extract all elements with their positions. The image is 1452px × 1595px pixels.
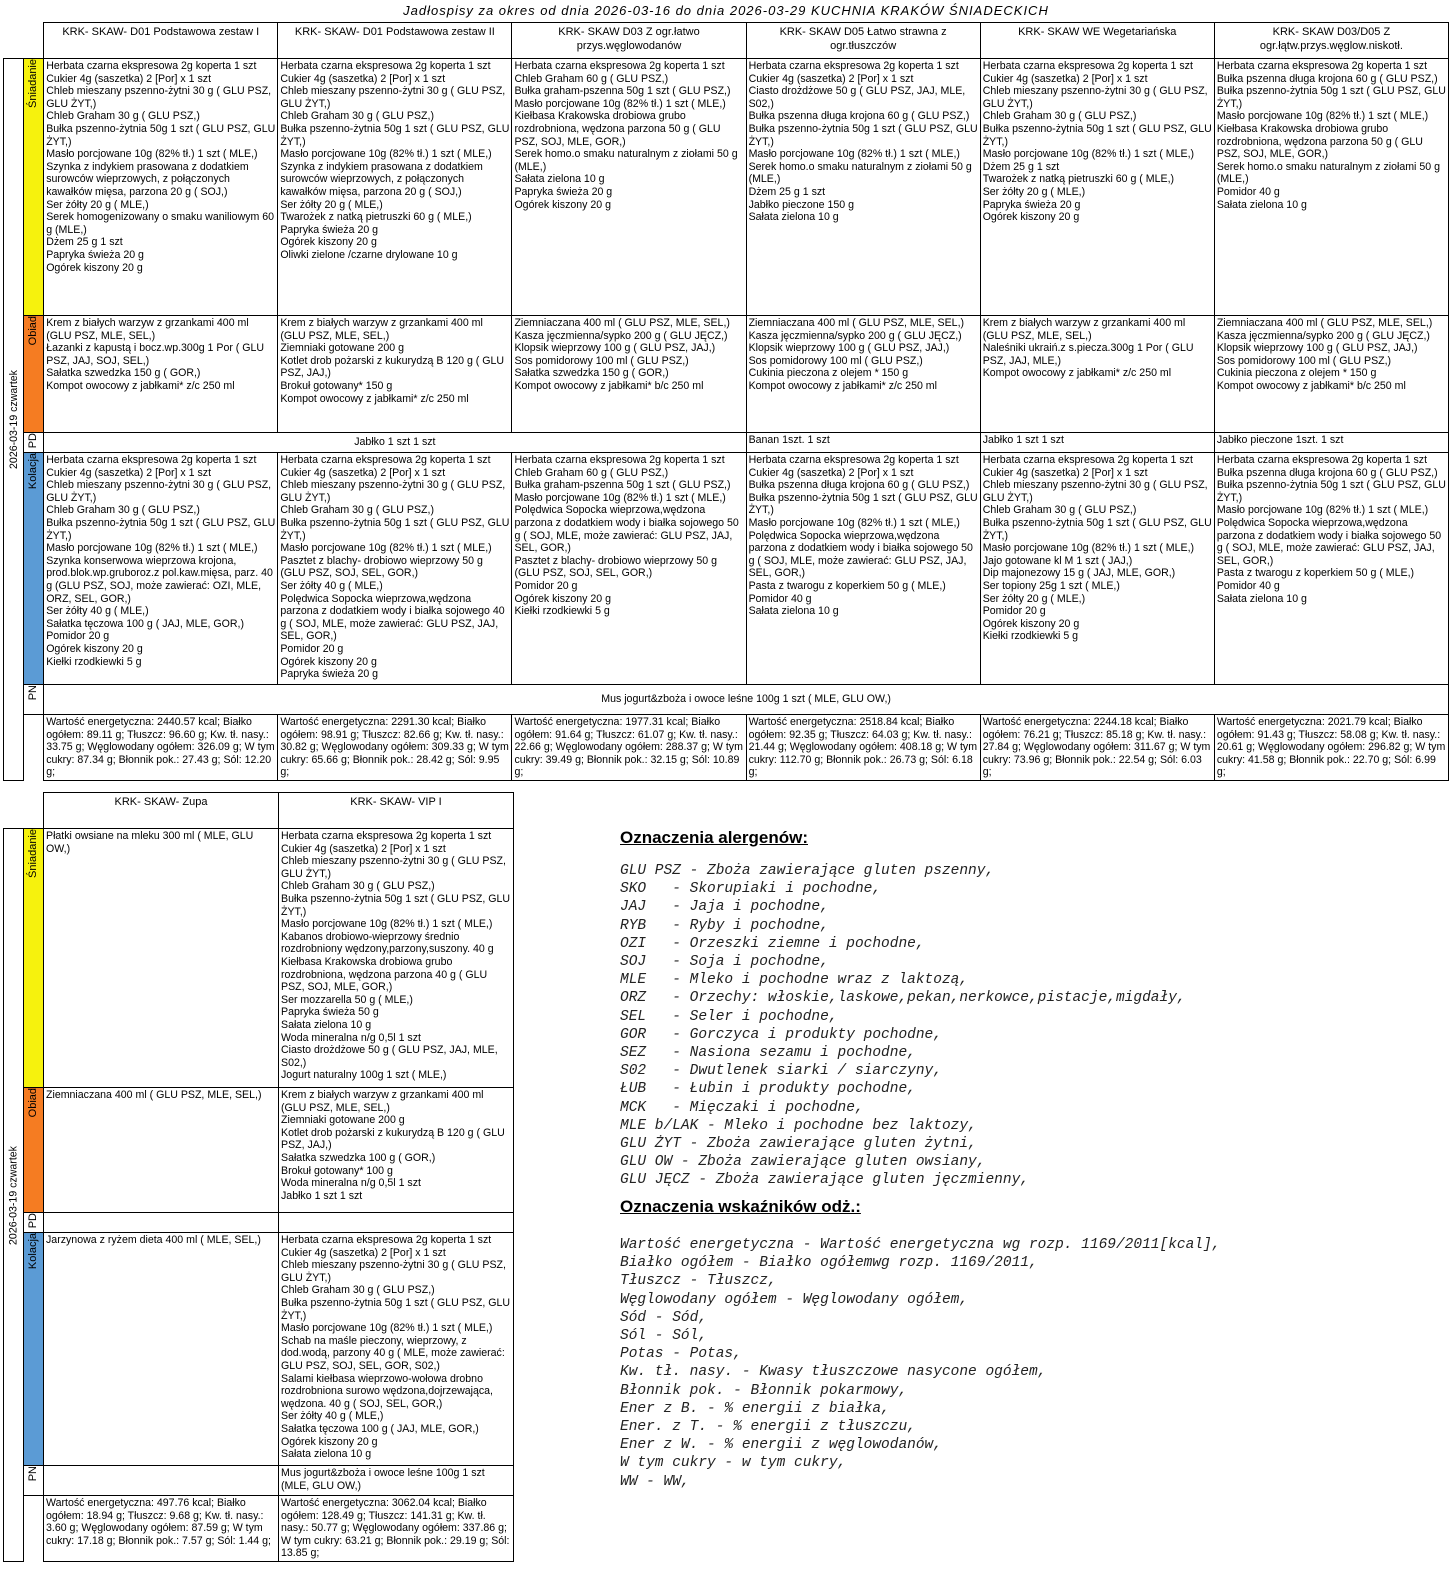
menu-item: Masło porcjowane 10g (82% tł.) 1 szt ( MLE,) — [748, 148, 960, 161]
menu-item: Brokuł gotowany* 100 g — [281, 1164, 393, 1177]
menu-item: Bułka pszenno-żytnia 50g 1 szt ( GLU PSZ, GLU ŻYT,) — [748, 491, 978, 517]
legend-line: Tłuszcz - Tłuszcz, — [620, 1273, 777, 1290]
menu-item: Sałata zielona 10 g — [748, 605, 839, 618]
menu-item: Polędwica Sopocka wieprzowa,wędzona parzona z dodatkiem wody i białka sojowego 50 g ( SOJ, MLE, może zawierać: GLU PSZ, JAJ, SEL, GOR,) — [1216, 516, 1442, 567]
legend-line: Ener z B. - % energii z białka, — [620, 1400, 890, 1417]
sniadanie-cell — [279, 829, 514, 1088]
legend-line: Ener z W. - % energii z węglowodanów, — [620, 1437, 942, 1454]
menu-item: Herbata czarna ekspresowa 2g koperta 1 szt — [982, 60, 1193, 72]
kolacja-cell — [279, 1233, 514, 1466]
menu-item: Pomidor 40 g — [748, 592, 812, 605]
menu-item: Ogórek kiszony 20 g — [514, 592, 612, 605]
menu-item: Masło porcjowane 10g (82% tł.) 1 szt ( MLE,) — [514, 97, 726, 110]
menu-item: Ogórek kiszony 20 g — [46, 642, 143, 655]
menu-item: Herbata czarna ekspresowa 2g koperta 1 szt — [281, 1234, 492, 1246]
menu-item: Masło porcjowane 10g (82% tł.) 1 szt ( MLE,) — [46, 542, 258, 555]
menu-item: Sałatka tęczowa 100 g ( JAJ, MLE, GOR,) — [281, 1422, 479, 1435]
menu-item: Kompot owocowy z jabłkami* b/c 250 ml — [1216, 379, 1406, 392]
legend-line: Kw. tł. nasy. - Kwasy tłuszczowe nasycone ogółem, — [620, 1364, 1047, 1381]
diet-header: KRK- SKAW- Zupa — [44, 793, 279, 829]
date-label: 2026-03-19 czwartek — [4, 59, 24, 781]
page-title: Jadłospisy za okres od dnia 2026-03-16 do dnia 2026-03-29 KUCHNIA KRAKÓW ŚNIADECKICH — [403, 3, 1049, 18]
menu-item: Krem z białych warzyw z grzankami 400 ml (GLU PSZ, MLE, SEL,) — [280, 317, 483, 342]
legend-line: MLE - Mleko i pochodne wraz z laktozą, — [620, 972, 969, 989]
menu-item: Herbata czarna ekspresowa 2g koperta 1 szt — [748, 60, 959, 72]
menu-item: Salami kiełbasa wieprzowo-wołowa drobno rozdrobniona surowo wędzona,dojrzewająca, wędzona. 40 g ( SOJ, SEL, GOR,) — [281, 1372, 493, 1410]
menu-item: Pasztet z blachy- drobiowo wieprzowy 50 g (GLU PSZ, SOJ, SEL, GOR,) — [514, 554, 717, 580]
menu-item: Ogórek kiszony 20 g — [280, 655, 377, 668]
menu-item: Papryka świeża 20 g — [46, 248, 144, 261]
meal-label-pn: PN — [24, 685, 44, 715]
menu-item: Masło porcjowane 10g (82% tł.) 1 szt ( MLE,) — [281, 918, 493, 931]
menu-item: Papryka świeża 20 g — [280, 668, 379, 681]
menu-item: Serek homogenizowany o smaku waniliowym 60 g (MLE,) — [46, 211, 275, 236]
menu-item: Łazanki z kapustą i bocz.wp.300g 1 Por ( GLU PSZ, JAJ, SOJ, SEL,) — [46, 342, 265, 367]
legend-line: ŁUB - Łubin i produkty pochodne, — [620, 1081, 916, 1098]
menu-item: Papryka świeża 20 g — [280, 223, 379, 236]
menu-item: Woda mineralna n/g 0,5l 1 szt — [281, 1177, 421, 1190]
menu-item: Dip majonezowy 15 g ( JAJ, MLE, GOR,) — [982, 567, 1176, 580]
nutrition-summary: Wartość energetyczna: 2440.57 kcal; Białko ogółem: 89.11 g; Tłuszcz: 96.60 g; Kw. tł. nasy.: 33.75 g; Węglowodany ogółem: 326.09 g; W tym cukry: 87.34 g; Błonnik pok.: 27.43 g; Sól: 12.20 g; — [44, 715, 278, 781]
menu-item: Papryka świeża 20 g — [514, 185, 613, 198]
menu-item: Bułka pszenno-żytnia 50g 1 szt ( GLU PSZ, GLU ŻYT,) — [46, 516, 276, 542]
menu-item: Chleb Graham 30 g ( GLU PSZ,) — [280, 504, 434, 517]
meal-label-pd: PD — [24, 1213, 44, 1233]
menu-item: Klopsik wieprzowy 100 g ( GLU PSZ, JAJ,) — [514, 342, 716, 355]
menu-item: Pomidor 40 g — [1216, 185, 1280, 198]
menu-item: Bułka pszenno-żytnia 50g 1 szt ( GLU PSZ, GLU ŻYT,) — [46, 122, 276, 148]
menu-item: Chleb mieszany pszenno-żytni 30 g ( GLU PSZ, GLU ŻYT,) — [46, 85, 272, 110]
menu-item: Chleb Graham 30 g ( GLU PSZ,) — [281, 1284, 435, 1297]
pd-item: Jabłko pieczone 1szt. 1 szt — [1214, 433, 1448, 453]
menu-item: Kompot owocowy z jabłkami* z/c 250 ml — [748, 379, 937, 392]
nutrition-summary: Wartość energetyczna: 2244.18 kcal; Białko ogółem: 76.21 g; Tłuszcz: 85.18 g; Kw. tł. nasy.: 27.84 g; Węglowodany ogółem: 311.67 g; W tym cukry: 73.96 g; Błonnik pok.: 22.54 g; Sól: 6.03 g; — [980, 715, 1214, 781]
menu-item: Masło porcjowane 10g (82% tł.) 1 szt ( MLE,) — [982, 148, 1195, 161]
menu-item: Kiełki rzodkiewki 5 g — [46, 655, 142, 668]
pd-item — [279, 1213, 514, 1233]
menu-item: Kotlet drob pożarski z kukurydzą B 120 g ( GLU PSZ, JAJ,) — [280, 354, 505, 380]
nutrition-summary: Wartość energetyczna: 1977.31 kcal; Białko ogółem: 91.64 g; Tłuszcz: 61.07 g; Kw. tł. nasy.: 22.66 g; Węglowodany ogółem: 288.37 g; W tym cukry: 39.49 g; Błonnik pok.: 32.15 g; Sól: 10.89 g; — [512, 715, 746, 781]
legend-line: W tym cukry - w tym cukry, — [620, 1455, 847, 1472]
obiad-cell — [512, 316, 746, 433]
indicators-title: Oznaczenia wskaźników odż.: — [620, 1197, 861, 1216]
menu-item: Sałatka szwedzka 100 g ( GOR,) — [281, 1151, 436, 1164]
menu-item: Herbata czarna ekspresowa 2g koperta 1 szt — [46, 60, 257, 72]
menu-item: Cukier 4g (saszetka) 2 [Por] x 1 szt — [748, 466, 914, 479]
menu-item: Krem z białych warzyw z grzankami 400 ml (GLU PSZ, MLE, SEL,) — [281, 1089, 484, 1114]
menu-item: Ziemniaki gotowane 200 g — [280, 342, 404, 355]
menu-item: Jabłko 1 szt 1 szt — [281, 1189, 363, 1202]
legend-line: JAJ - Jaja i pochodne, — [620, 899, 829, 916]
legend-line: OZI - Orzeszki ziemne i pochodne, — [620, 935, 925, 952]
menu-item: Szynka z indykiem prasowana z dodatkiem surowców wieprzowych, z połączonych kawałków mięsa, parzona 20 g ( SOJ,) — [46, 160, 249, 198]
legend-line: RYB - Ryby i pochodne, — [620, 917, 829, 934]
legend-line: MLE b/LAK - Mleko i pochodne bez laktozy, — [620, 1117, 977, 1134]
meal-label-sniadanie: Śniadanie — [24, 829, 44, 1088]
menu-item: Ciasto drożdżowe 50 g ( GLU PSZ, JAJ, MLE, S02,) — [281, 1044, 498, 1069]
menu-item: Pomidor 20 g — [280, 642, 344, 655]
menu-item: Polędwica Sopocka wieprzowa,wędzona parzona z dodatkiem wody i białka sojowego 40 g ( SOJ, MLE, może zawierać: GLU PSZ, JAJ, SEL, GOR,) — [280, 592, 505, 643]
meal-label-kolacja: Kolacja — [24, 453, 44, 685]
menu-item: Bułka pszenno-żytnia 50g 1 szt ( GLU PSZ, GLU ŻYT,) — [1216, 85, 1446, 110]
menu-item: Cukier 4g (saszetka) 2 [Por] x 1 szt — [280, 466, 446, 479]
sniadanie-cell — [44, 59, 278, 316]
menu-item: Dżem 25 g 1 szt — [46, 236, 123, 249]
menu-item: Pasta z twarogu z koperkiem 50 g ( MLE,) — [1216, 567, 1415, 580]
pd-item: Jabłko 1 szt 1 szt — [980, 433, 1214, 453]
menu-item: Jabłko pieczone 150 g — [748, 198, 854, 211]
obiad-cell — [279, 1088, 514, 1213]
menu-item: Herbata czarna ekspresowa 2g koperta 1 szt — [281, 830, 492, 842]
menu-item: Sos pomidorowy 100 ml ( GLU PSZ,) — [1216, 354, 1392, 367]
pd-item: Banan 1szt. 1 szt — [746, 433, 980, 453]
menu-item: Ogórek kiszony 20 g — [982, 617, 1080, 630]
menu-item: Oliwki zielone /czarne drylowane 10 g — [280, 248, 458, 261]
obiad-cell — [1214, 316, 1448, 433]
legend-line: SKO - Skorupiaki i pochodne, — [620, 881, 882, 898]
menu-item: Cukier 4g (saszetka) 2 [Por] x 1 szt — [46, 72, 212, 85]
sniadanie-cell — [746, 59, 980, 316]
obiad-cell — [980, 316, 1214, 433]
menu-item: Masło porcjowane 10g (82% tł.) 1 szt ( MLE,) — [514, 491, 726, 504]
legend-line: GLU ŻYT - Zboża zawierające gluten żytni, — [620, 1136, 977, 1153]
menu-item: Cukier 4g (saszetka) 2 [Por] x 1 szt — [748, 72, 914, 85]
legend-line: GOR - Gorczyca i produkty pochodne, — [620, 1026, 942, 1043]
menu-item: Ziemniaki gotowane 200 g — [281, 1114, 405, 1127]
menu-item: Serek homo.o smaku naturalnym z ziołami 50 g (MLE,) — [748, 160, 972, 186]
kolacja-cell — [980, 453, 1214, 685]
menu-item: Masło porcjowane 10g (82% tł.) 1 szt ( MLE,) — [281, 1322, 493, 1335]
menu-item: Ciasto drożdżowe 50 g ( GLU PSZ, JAJ, MLE, S02,) — [748, 85, 966, 110]
nutrition-summary: Wartość energetyczna: 2518.84 kcal; Białko ogółem: 92.35 g; Tłuszcz: 64.03 g; Kw. tł. nasy.: 21.44 g; Węglowodany ogółem: 408.18 g; W tym cukry: 112.70 g; Błonnik pok.: 26.73 g; Sól: 6.18 g; — [746, 715, 980, 781]
menu-item: Masło porcjowane 10g (82% tł.) 1 szt ( MLE,) — [280, 148, 492, 161]
menu-item: Schab na maśle pieczony, wieprzowy, z dod.wodą, parzony 40 g ( MLE, może zawierać: GLU PSZ, SOJ, SEL, GOR, S02,) — [281, 1334, 505, 1372]
obiad-cell — [44, 316, 278, 433]
diet-header: KRK- SKAW D03 Z ogr.łatwo przys.węglowodanów — [512, 23, 746, 59]
meal-label-obiad: Obiad — [24, 316, 44, 433]
meal-label-kolacja: Kolacja — [24, 1233, 44, 1466]
pd-item: Jabłko 1 szt 1 szt — [44, 433, 746, 453]
nutrition-summary: Wartość energetyczna: 2291.30 kcal; Białko ogółem: 98.91 g; Tłuszcz: 82.66 g; Kw. tł. nasy.: 30.82 g; Węglowodany ogółem: 309.33 g; W tym cukry: 65.66 g; Błonnik pok.: 28.42 g; Sól: 9.95 g; — [278, 715, 512, 781]
menu-item: Ziemniaczana 400 ml ( GLU PSZ, MLE, SEL,) — [748, 317, 965, 329]
menu-item: Masło porcjowane 10g (82% tł.) 1 szt ( MLE,) — [1216, 504, 1429, 517]
legend-line: SOJ - Soja i pochodne, — [620, 954, 829, 971]
menu-item: Pomidor 20 g — [982, 605, 1046, 618]
menu-item: Chleb mieszany pszenno-żytni 30 g ( GLU PSZ, GLU ŻYT,) — [982, 479, 1208, 504]
menu-item: Krem z białych warzyw z grzankami 400 ml (GLU PSZ, MLE, SEL,) — [982, 317, 1186, 342]
menu-item: Herbata czarna ekspresowa 2g koperta 1 szt — [514, 60, 725, 72]
menu-item: Ziemniaczana 400 ml ( GLU PSZ, MLE, SEL,) — [514, 317, 730, 329]
menu-item: Szynka z indykiem prasowana z dodatkiem surowców wieprzowych, z połączonych kawałków mięsa, parzona 20 g ( SOJ,) — [280, 160, 483, 198]
menu-item: Chleb mieszany pszenno-żytni 30 g ( GLU PSZ, GLU ŻYT,) — [281, 855, 506, 880]
legend-line: Sól - Sól, — [620, 1328, 708, 1345]
nutrition-summary: Wartość energetyczna: 3062.04 kcal; Białko ogółem: 128.49 g; Tłuszcz: 141.31 g; Kw. tł. nasy.: 50.77 g; Węglowodany ogółem: 337.86 g; W tym cukry: 63.21 g; Błonnik pok.: 29.19 g; Sól: 13.85 g; — [279, 1496, 514, 1562]
menu-item: Pasta z twarogu z koperkiem 50 g ( MLE,) — [748, 579, 946, 592]
menu-item: Herbata czarna ekspresowa 2g koperta 1 szt — [46, 454, 257, 466]
menu-item: Cukier 4g (saszetka) 2 [Por] x 1 szt — [280, 72, 446, 85]
menu-item: Jarzynowa z ryżem dieta 400 ml ( MLE, SEL,) — [46, 1234, 261, 1246]
menu-item: Dżem 25 g 1 szt — [982, 160, 1060, 173]
meal-label-pn: PN — [24, 1466, 44, 1496]
menu-item: Chleb mieszany pszenno-żytni 30 g ( GLU PSZ, GLU ŻYT,) — [280, 479, 506, 504]
menu-item: Cukier 4g (saszetka) 2 [Por] x 1 szt — [982, 466, 1148, 479]
menu-item: Bułka pszenno-żytnia 50g 1 szt ( GLU PSZ, GLU ŻYT,) — [280, 122, 510, 148]
menu-item: Chleb Graham 60 g ( GLU PSZ,) — [514, 72, 669, 85]
menu-item: Ogórek kiszony 20 g — [280, 236, 377, 249]
nutrition-summary: Wartość energetyczna: 497.76 kcal; Białko ogółem: 18.94 g; Tłuszcz: 9.68 g; Kw. tł. nasy.: 3.60 g; Węglowodany ogółem: 87.59 g; W tym cukry: 17.18 g; Błonnik pok.: 7.57 g; Sól: 1.44 g; — [44, 1496, 279, 1562]
menu-item: Kiełbasa Krakowska drobiowa grubo rozdrobniona, wędzona parzona 50 g ( GLU PSZ, SOJ, MLE, GOR,) — [514, 110, 721, 148]
menu-item: Płatki owsiane na mleku 300 ml ( MLE, GLU OW,) — [46, 830, 254, 855]
menu-item: Kabanos drobiowo-wieprzowy średnio rozdrobniony wędzony,parzony,suszony. 40 g — [281, 930, 494, 956]
menu-item: Masło porcjowane 10g (82% tł.) 1 szt ( MLE,) — [982, 542, 1195, 555]
menu-item: Kasza jęczmienna/sypko 200 g ( GLU JĘCZ,) — [1216, 329, 1430, 342]
menu-item: Cukinia pieczona z olejem * 150 g — [748, 367, 909, 380]
menu-item: Herbata czarna ekspresowa 2g koperta 1 szt — [748, 454, 959, 466]
menu-item: Papryka świeża 50 g — [281, 1006, 379, 1019]
kolacja-cell — [278, 453, 512, 685]
menu-item: Kiełbasa Krakowska drobiowa grubo rozdrobniona, wędzona parzona 50 g ( GLU PSZ, SOJ, MLE, GOR,) — [1216, 122, 1423, 161]
menu-item: Bułka pszenna długa krojona 60 g ( GLU PSZ,) — [748, 479, 970, 492]
menu-item: Sałata zielona 10 g — [1216, 198, 1307, 211]
sniadanie-cell — [278, 59, 512, 316]
menu-item: Herbata czarna ekspresowa 2g koperta 1 szt — [280, 454, 491, 466]
menu-item: Klopsik wieprzowy 100 g ( GLU PSZ, JAJ,) — [748, 342, 950, 355]
menu-item: Ogórek kiszony 20 g — [982, 211, 1080, 224]
menu-item: Bułka pszenno-żytnia 50g 1 szt ( GLU PSZ, GLU ŻYT,) — [281, 1296, 511, 1322]
menu-item: Twarożek z natką pietruszki 60 g ( MLE,) — [280, 211, 472, 224]
menu-item: Ser żółty 20 g ( MLE,) — [280, 198, 383, 211]
menu-item: Kasza jęczmienna/sypko 200 g ( GLU JĘCZ,) — [748, 329, 962, 342]
menu-item: Chleb Graham 30 g ( GLU PSZ,) — [280, 110, 434, 123]
menu-item: Woda mineralna n/g 0,5l 1 szt — [281, 1031, 421, 1044]
menu-item: Ser żółty 40 g ( MLE,) — [46, 605, 149, 618]
menu-item: Pomidor 40 g — [1216, 579, 1280, 592]
menu-item: Sałata zielona 10 g — [281, 1018, 372, 1031]
menu-item: Ser mozzarella 50 g ( MLE,) — [281, 993, 413, 1006]
menu-item: Sałata zielona 10 g — [281, 1448, 372, 1461]
allergens-list — [620, 862, 1186, 1190]
kolacja-cell — [1214, 453, 1448, 685]
menu-item: Chleb mieszany pszenno-żytni 30 g ( GLU PSZ, GLU ŻYT,) — [281, 1259, 506, 1284]
legend-line: MCK - Mięczaki i pochodne, — [620, 1099, 864, 1116]
menu-table-top — [3, 22, 1449, 781]
menu-item: Chleb mieszany pszenno-żytni 30 g ( GLU PSZ, GLU ŻYT,) — [982, 85, 1208, 110]
kolacja-cell — [746, 453, 980, 685]
menu-item: Sałatka szwedzka 150 g ( GOR,) — [514, 367, 669, 380]
nutrition-summary: Wartość energetyczna: 2021.79 kcal; Białko ogółem: 91.43 g; Tłuszcz: 58.08 g; Kw. tł. nasy.: 20.61 g; Węglowodany ogółem: 296.82 g; W tym cukry: 41.58 g; Błonnik pok.: 22.70 g; Sól: 6.99 g; — [1214, 715, 1448, 781]
menu-item: Herbata czarna ekspresowa 2g koperta 1 szt — [982, 454, 1193, 466]
menu-item: Krem z białych warzyw z grzankami 400 ml (GLU PSZ, MLE, SEL,) — [46, 317, 249, 342]
menu-item: Cukier 4g (saszetka) 2 [Por] x 1 szt — [982, 72, 1148, 85]
menu-item: Kiełbasa Krakowska drobiowa grubo rozdrobniona, wędzona parzona 40 g ( GLU PSZ, SOJ, MLE, GOR,) — [281, 955, 488, 994]
menu-item: Pasztet z blachy- drobiowo wieprzowy 50 g (GLU PSZ, SOJ, SEL, GOR,) — [280, 554, 483, 580]
sniadanie-cell — [44, 829, 279, 1088]
kolacja-cell — [44, 1233, 279, 1466]
menu-item: Chleb Graham 30 g ( GLU PSZ,) — [46, 110, 200, 123]
legend-line: ORZ - Orzechy: włoskie,laskowe,pekan,nerkowce,pistacje,migdały, — [620, 990, 1186, 1007]
menu-item: Kiełki rzodkiewki 5 g — [514, 605, 610, 618]
legend-line: GLU OW - Zboża zawierające gluten owsiany, — [620, 1154, 986, 1171]
diet-header: KRK- SKAW- VIP I — [279, 793, 514, 829]
menu-item: Ser żółty 40 g ( MLE,) — [280, 579, 383, 592]
kolacja-cell — [44, 453, 278, 685]
menu-item: Bułka graham-pszenna 50g 1 szt ( GLU PSZ,) — [514, 85, 731, 98]
menu-item: Sałatka tęczowa 100 g ( JAJ, MLE, GOR,) — [46, 617, 245, 630]
menu-item: Chleb mieszany pszenno-żytni 30 g ( GLU PSZ, GLU ŻYT,) — [46, 479, 272, 504]
menu-item: Pomidor 20 g — [46, 630, 110, 643]
menu-item: Pomidor 20 g — [514, 579, 578, 592]
menu-item: Cukier 4g (saszetka) 2 [Por] x 1 szt — [281, 842, 446, 855]
menu-item: Ziemniaczana 400 ml ( GLU PSZ, MLE, SEL,) — [46, 1089, 262, 1101]
diet-header: KRK- SKAW D05 Łatwo strawna z ogr.tłuszczów — [746, 23, 980, 59]
legend-line: GLU PSZ - Zboża zawierające gluten pszenny, — [620, 863, 995, 879]
menu-item: Serek homo.o smaku naturalnym z ziołami 50 g (MLE,) — [514, 148, 738, 173]
menu-item: Masło porcjowane 10g (82% tł.) 1 szt ( MLE,) — [46, 148, 258, 161]
menu-item: Sos pomidorowy 100 ml ( GLU PSZ,) — [748, 354, 923, 367]
menu-item: Bułka pszenna długa krojona 60 g ( GLU PSZ,) — [748, 110, 970, 123]
menu-item: Chleb Graham 30 g ( GLU PSZ,) — [46, 504, 200, 517]
menu-item: Chleb Graham 60 g ( GLU PSZ,) — [514, 466, 669, 479]
diet-header: KRK- SKAW D03/D05 Z ogr.łątw.przys.węglow.niskotł. — [1214, 23, 1448, 59]
menu-item: Masło porcjowane 10g (82% tł.) 1 szt ( MLE,) — [1216, 110, 1429, 123]
menu-item: Cukier 4g (saszetka) 2 [Por] x 1 szt — [46, 466, 212, 479]
menu-item: Bułka pszenno-żytnia 50g 1 szt ( GLU PSZ, GLU ŻYT,) — [1216, 479, 1446, 504]
pd-item — [44, 1213, 279, 1233]
menu-item: Ser żółty 20 g ( MLE,) — [982, 185, 1086, 198]
menu-item: Jajo gotowane kl M 1 szt ( JAJ,) — [982, 554, 1133, 567]
menu-table-bottom — [3, 792, 514, 1562]
menu-item: Kasza jęczmienna/sypko 200 g ( GLU JĘCZ,) — [514, 329, 728, 342]
menu-item: Ogórek kiszony 20 g — [281, 1435, 378, 1448]
obiad-cell — [278, 316, 512, 433]
menu-item: Chleb Graham 30 g ( GLU PSZ,) — [982, 504, 1137, 517]
menu-item: Bułka pszenno-żytnia 50g 1 szt ( GLU PSZ, GLU ŻYT,) — [280, 516, 510, 542]
menu-item: Ogórek kiszony 20 g — [46, 261, 143, 274]
obiad-cell — [44, 1088, 279, 1213]
legend-line: SEZ - Nasiona sezamu i pochodne, — [620, 1045, 916, 1062]
menu-item: Chleb Graham 30 g ( GLU PSZ,) — [281, 880, 435, 893]
menu-item: Bułka pszenna długa krojona 60 g ( GLU PSZ,) — [1216, 466, 1438, 479]
menu-item: Szynka konserwowa wieprzowa krojona, prod.blok.wp.gruboroz.z pol.kaw.mięsa, parz. 40 g (GLU PSZ, SOJ, może zawierać: OZI, MLE, ORZ, SEL, GOR,) — [46, 554, 273, 605]
diet-header: KRK- SKAW WE Wegetariańska — [980, 23, 1214, 59]
pn-item: Mus jogurt&zboża i owoce leśne 100g 1 szt ( MLE, GLU OW,) — [44, 685, 1449, 715]
legend-line: Ener. z T. - % energii z tłuszczu, — [620, 1419, 916, 1436]
menu-item: Cukier 4g (saszetka) 2 [Por] x 1 szt — [281, 1246, 446, 1259]
legend-line: S02 - Dwutlenek siarki / siarczyny, — [620, 1063, 942, 1080]
menu-item: Chleb Graham 30 g ( GLU PSZ,) — [982, 110, 1137, 123]
menu-item: Bułka pszenna długa krojona 60 g ( GLU PSZ,) — [1216, 72, 1438, 85]
menu-item: Sałata zielona 10 g — [514, 173, 605, 186]
menu-item: Klopsik wieprzowy 100 g ( GLU PSZ, JAJ,) — [1216, 342, 1418, 355]
legend-line: Białko ogółem - Białko ogółemwg rozp. 1169/2011, — [620, 1255, 1038, 1272]
menu-item: Kompot owocowy z jabłkami* z/c 250 ml — [982, 367, 1172, 380]
legend-line: SEL - Seler i pochodne, — [620, 1008, 838, 1025]
menu-item: Serek homo.o smaku naturalnym z ziołami 50 g (MLE,) — [1216, 160, 1440, 186]
legend-line: Węglowodany ogółem - Węglowodany ogółem, — [620, 1291, 969, 1308]
menu-item: Sałata zielona 10 g — [748, 211, 839, 224]
diet-header: KRK- SKAW- D01 Podstawowa zestaw I — [44, 23, 278, 59]
legend-line: Potas - Potas, — [620, 1346, 742, 1363]
menu-item: Ziemniaczana 400 ml ( GLU PSZ, MLE, SEL,) — [1216, 317, 1433, 329]
menu-item: Sos pomidorowy 100 ml ( GLU PSZ,) — [514, 354, 689, 367]
menu-item: Herbata czarna ekspresowa 2g koperta 1 szt — [1216, 454, 1428, 466]
menu-item: Bułka pszenno-żytnia 50g 1 szt ( GLU PSZ, GLU ŻYT,) — [748, 122, 978, 148]
menu-item: Chleb mieszany pszenno-żytni 30 g ( GLU PSZ, GLU ŻYT,) — [280, 85, 506, 110]
menu-item: Bułka pszenno-żytnia 50g 1 szt ( GLU PSZ, GLU ŻYT,) — [982, 516, 1212, 542]
menu-item: Kompot owocowy z jabłkami* b/c 250 ml — [514, 379, 704, 392]
legend-line: GLU JĘCZ - Zboża zawierające gluten jęczmienny, — [620, 1172, 1029, 1189]
menu-item: Masło porcjowane 10g (82% tł.) 1 szt ( MLE,) — [748, 516, 960, 529]
menu-item: Jogurt naturalny 100g 1 szt ( MLE,) — [281, 1069, 447, 1082]
menu-item: Ser żółty 20 g ( MLE,) — [46, 198, 149, 211]
menu-item: Cukinia pieczona z olejem * 150 g — [1216, 367, 1377, 380]
date-label: 2026-03-19 czwartek — [4, 829, 24, 1562]
allergens-title: Oznaczenia alergenów: — [620, 828, 808, 847]
menu-item: Bułka pszenno-żytnia 50g 1 szt ( GLU PSZ, GLU ŻYT,) — [281, 892, 511, 918]
menu-item: Herbata czarna ekspresowa 2g koperta 1 szt — [514, 454, 725, 466]
meal-label-obiad: Obiad — [24, 1088, 44, 1213]
obiad-cell — [746, 316, 980, 433]
meal-label-pd: PD — [24, 433, 44, 453]
sniadanie-cell — [980, 59, 1214, 316]
menu-item: Ser żółty 20 g ( MLE,) — [982, 592, 1086, 605]
menu-item: Herbata czarna ekspresowa 2g koperta 1 szt — [280, 60, 491, 72]
menu-item: Masło porcjowane 10g (82% tł.) 1 szt ( MLE,) — [280, 542, 492, 555]
legend-line: WW - WW, — [620, 1473, 690, 1490]
menu-item: Kiełki rzodkiewki 5 g — [982, 630, 1079, 643]
menu-item: Bułka graham-pszenna 50g 1 szt ( GLU PSZ,) — [514, 479, 731, 492]
kolacja-cell — [512, 453, 746, 685]
menu-item: Polędwica Sopocka wieprzowa,wędzona parzona z dodatkiem wody i białka sojowego 50 g ( SOJ, MLE, może zawierać: GLU PSZ, JAJ, SEL, GOR,) — [514, 504, 739, 555]
legend-line: Błonnik pok. - Błonnik pokarmowy, — [620, 1382, 908, 1399]
menu-item: Sałata zielona 10 g — [1216, 592, 1307, 605]
legend-line: Wartość energetyczna - Wartość energetyczna wg rozp. 1169/2011[kcal], — [620, 1237, 1221, 1253]
sniadanie-cell — [512, 59, 746, 316]
menu-item: Ser żółty 40 g ( MLE,) — [281, 1410, 384, 1423]
menu-item: Dżem 25 g 1 szt — [748, 185, 826, 198]
menu-item: Naleśniki ukraiń.z s.piecza.300g 1 Por ( GLU PSZ, JAJ, MLE,) — [982, 342, 1194, 367]
menu-item: Papryka świeża 20 g — [982, 198, 1081, 211]
menu-item: Polędwica Sopocka wieprzowa,wędzona parzona z dodatkiem wody i białka sojowego 50 g ( SOJ, MLE, może zawierać: GLU PSZ, JAJ, SEL, GOR,) — [748, 529, 973, 580]
menu-item: Bułka pszenno-żytnia 50g 1 szt ( GLU PSZ, GLU ŻYT,) — [982, 122, 1212, 148]
menu-item: Kotlet drob pożarski z kukurydzą B 120 g ( GLU PSZ, JAJ,) — [281, 1126, 505, 1152]
legend-line: Sód - Sód, — [620, 1309, 708, 1326]
menu-item: Sałatka szwedzka 150 g ( GOR,) — [46, 367, 201, 380]
sniadanie-cell — [1214, 59, 1448, 316]
meal-label-sniadanie: Śniadanie — [24, 59, 44, 316]
menu-item: Brokuł gotowany* 150 g — [280, 379, 393, 392]
menu-item: Ser topiony 25g 1 szt ( MLE,) — [982, 579, 1120, 592]
menu-item: Kompot owocowy z jabłkami* z/c 250 ml — [46, 379, 235, 392]
diet-header: KRK- SKAW- D01 Podstawowa zestaw II — [278, 23, 512, 59]
pn-item: Mus jogurt&zboża i owoce leśne 100g 1 szt (MLE, GLU OW,) — [279, 1466, 514, 1496]
pn-item — [44, 1466, 279, 1496]
menu-item: Ogórek kiszony 20 g — [514, 198, 612, 211]
menu-item: Herbata czarna ekspresowa 2g koperta 1 szt — [1216, 60, 1428, 72]
menu-item: Twarożek z natką pietruszki 60 g ( MLE,) — [982, 173, 1175, 186]
indicators-list — [620, 1236, 1220, 1491]
menu-item: Kompot owocowy z jabłkami* z/c 250 ml — [280, 392, 469, 405]
